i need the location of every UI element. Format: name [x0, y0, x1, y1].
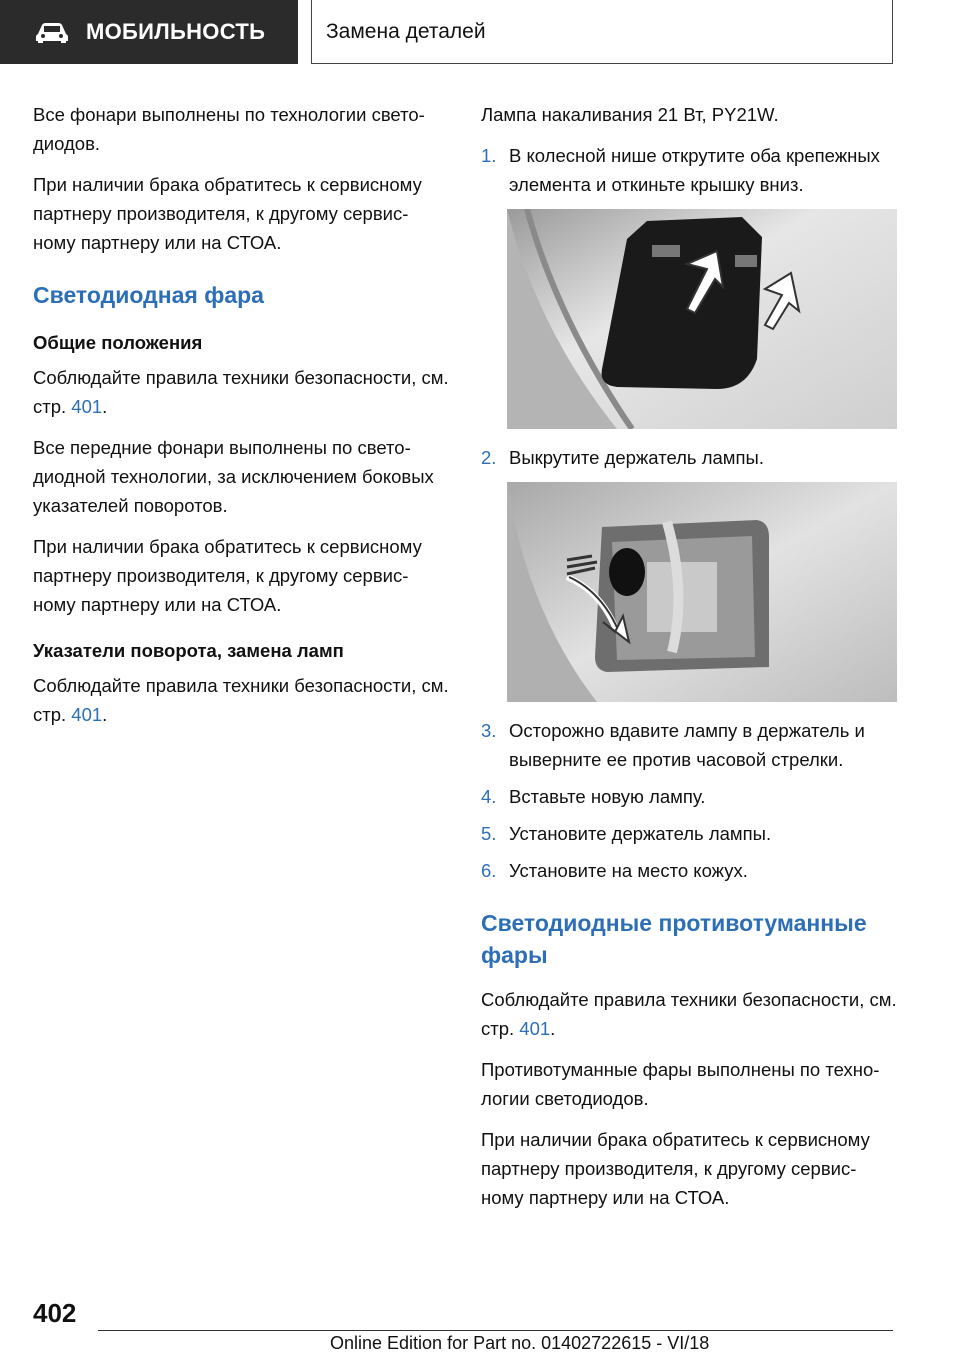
page-number: 402	[33, 1298, 77, 1328]
chapter-title: Замена деталей	[326, 19, 486, 43]
heading-fog-lights: Светодиодные противотуманные фары	[481, 910, 867, 968]
list-item: 3. Осторожно вдавите лампу в держатель и выверните ее против часовой стрелки.	[481, 720, 865, 770]
paragraph: Соблюдайте правила техники безопасности, см. стр. 401.	[481, 989, 897, 1039]
right-column	[481, 100, 897, 1224]
heading-led-headlight: Светодиодная фара	[33, 282, 264, 308]
list-item: 5. Установите держатель лампы.	[481, 823, 772, 844]
page-ref-link[interactable]: 401	[71, 396, 103, 417]
page-ref-link[interactable]: 401	[519, 1018, 551, 1039]
paragraph: Все передние фонари выполнены по свето-диодной технологии, за исключением боковых указателей поворотов.	[33, 437, 434, 516]
list-item: 6. Установите на место кожух.	[481, 860, 748, 881]
list-item: 2. Выкрутите держатель лампы.	[481, 447, 764, 468]
paragraph: Все фонари выполнены по технологии свето-диодов.	[33, 104, 425, 154]
paragraph: При наличии брака обратитесь к сервисному партнеру производителя, к другому сервис-ному партнеру или на СТОА.	[481, 1129, 870, 1208]
steps-list	[481, 716, 897, 885]
page-ref-link[interactable]: 401	[71, 704, 103, 725]
chapter-header	[311, 0, 893, 64]
paragraph: Лампа накаливания 21 Вт, PY21W.	[481, 104, 779, 125]
steps-list	[481, 141, 897, 199]
paragraph: При наличии брака обратитесь к сервисному партнеру производителя, к другому сервис-ному партнеру или на СТОА.	[33, 174, 422, 253]
paragraph: При наличии брака обратитесь к сервисному партнеру производителя, к другому сервис-ному партнеру или на СТОА.	[33, 536, 422, 615]
list-item: 4. Вставьте новую лампу.	[481, 786, 706, 807]
heading-turn-signals: Указатели поворота, замена ламп	[33, 640, 344, 661]
footer-divider	[98, 1330, 893, 1331]
paragraph: Соблюдайте правила техники безопасности, см. стр. 401.	[33, 367, 449, 417]
section-title: МОБИЛЬНОСТЬ	[86, 19, 266, 44]
paragraph: Соблюдайте правила техники безопасности, см. стр. 401.	[33, 675, 449, 725]
edition-note: Online Edition for Part no. 01402722615 - VI/18	[330, 1333, 710, 1353]
left-column	[33, 100, 449, 741]
figure-wheel-arch-cover	[507, 209, 897, 429]
paragraph: Противотуманные фары выполнены по техно-логии светодиодов.	[481, 1059, 880, 1109]
figure-lamp-holder	[507, 482, 897, 702]
section-tab	[0, 0, 298, 64]
steps-list	[481, 443, 897, 472]
car-icon	[34, 20, 70, 44]
heading-general: Общие положения	[33, 332, 203, 353]
list-item: 1. В колесной нише открутите оба крепежных элемента и откиньте крышку вниз.	[481, 145, 880, 195]
